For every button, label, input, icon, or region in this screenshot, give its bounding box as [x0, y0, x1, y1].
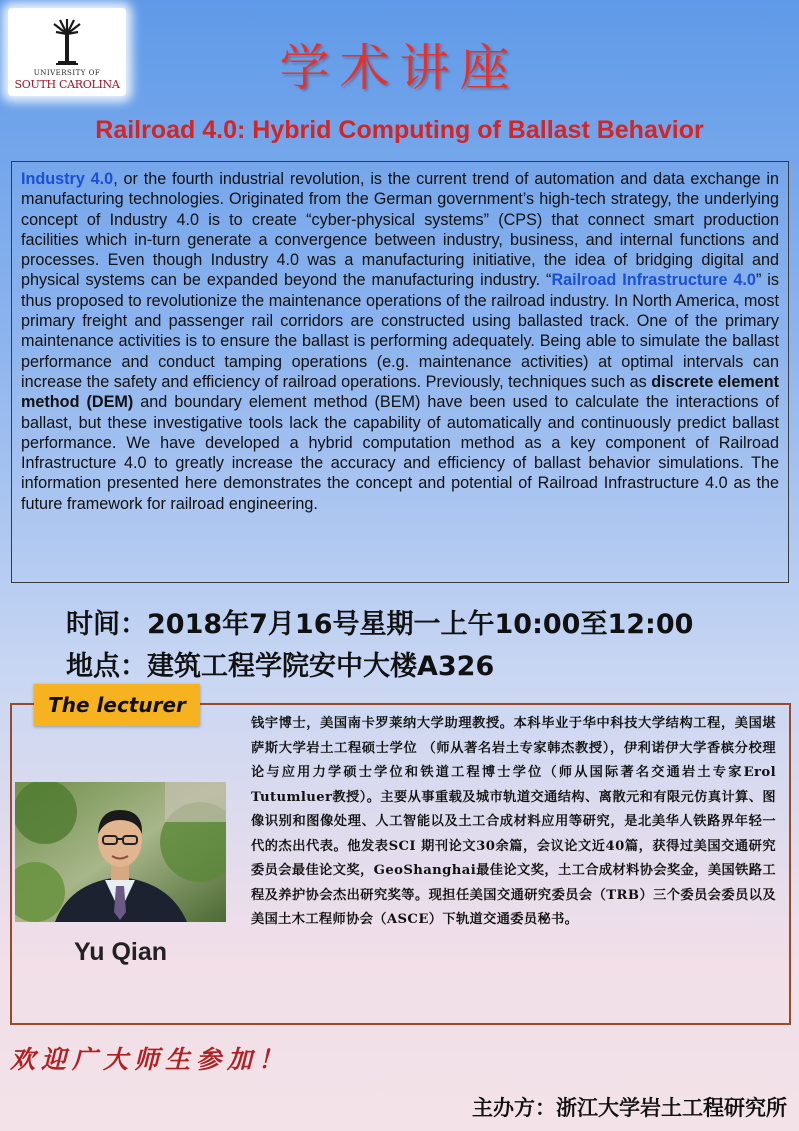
lecturer-photo — [15, 782, 226, 922]
lecturer-tag — [34, 684, 200, 726]
lecturer-bio: 钱宇博士，美国南卡罗莱纳大学助理教授。本科毕业于华中科技大学结构工程，美国堪萨斯大学岩土工程硕士学位 （师从著名岩土专家韩杰教授），伊利诺伊大学香槟分校理论与应用力学硕士学位和铁道工程博士学位（师从国际著名交通岩土专家Erol Tutumluer教授）。主要从事重载及城市轨道交通结构、离散元和有限元仿真计算、图像识别和图像处理、人工智能以及土工合成材料应用等研究，是北美华人铁路界年轻一代的杰出代表。他发表SCI 期刊论文30余篇，会议论文近40篇，获得过美国交通研究委员会最佳论文奖，GeoShanghai最佳论文奖，土工合成材料协会奖金，美国铁路工程及养护协会杰出研究奖等。现担任美国交通研究委员会（TRB）三个委员会委员以及美国土木工程师协会（ASCE）下轨道交通委员秘书。 — [251, 716, 776, 927]
logo-university-text: UNIVERSITY OF — [33, 69, 101, 77]
abstract-box — [11, 161, 789, 583]
keyword-dem: discrete element method (DEM) — [21, 372, 780, 412]
abstract-part-2: ” is thus proposed to revolutionize the maintenance operations of the railroad industry. In North America, most primary freight and passenger rail corridors are constructed using ballasted track. One of the primary maintenance activities is to ensure the ballast is performing adequately. Being able to simulate the ballast performance and conduct tamping operations (e.g. maintenance activities) at optimal intervals can increase the safety and efficiency of railroad operations. Previously, techniques such as — [21, 271, 779, 391]
lecture-subtitle: Railroad 4.0: Hybrid Computing of Ballast Behavior — [95, 116, 704, 144]
keyword-railroad-infrastructure: Railroad Infrastructure 4.0 — [551, 271, 756, 290]
organizer-text: 主办方：浙江大学岩土工程研究所 — [472, 1096, 787, 1120]
poster-title: 学术讲座 — [279, 39, 520, 97]
event-time: 时间：2018年7月16号星期一上午10:00至12:00 — [66, 609, 694, 640]
event-place: 地点：建筑工程学院安中大楼A326 — [66, 651, 495, 682]
welcome-message: 欢迎广大师生参加！ — [10, 1045, 290, 1074]
lecturer-portrait-image — [15, 782, 226, 922]
keyword-industry-4: Industry 4.0 — [21, 170, 114, 188]
abstract-text — [21, 169, 779, 514]
logo-name-text: SOUTH CAROLINA — [14, 78, 120, 91]
lecturer-tag-label: The lecturer — [48, 693, 186, 717]
abstract-part-1: , or the fourth industrial revolution, is the current trend of automation and data exchange in manufacturing technologies. Originated from the German government’s high-tech strategy, the underlying concept of Industry 4.0 is to create “cyber-physical systems” (CPS) that connect smart production facilities which in-turn generate a convergence between industry, business, and internal functions and processes. Even though Industry 4.0 was a manufacturing initiative, the idea of bridging digital and physical systems can be expanded beyond the manufacturing industry. “ — [21, 170, 780, 290]
lecturer-name: Yu Qian — [73, 938, 168, 966]
abstract-part-3: and boundary element method (BEM) have been used to calculate the interactions of ballast, but these investigative tools lack the capability of automatically and continuously predict ballast performance. We have developed a hybrid computation method as a key component of Railroad Infrastructure 4.0 to greatly increase the accuracy and efficiency of ballast behavior simulations. The information presented here demonstrates the concept and potential of Railroad Infrastructure 4.0 as the future framework for railroad engineering. — [21, 393, 780, 513]
